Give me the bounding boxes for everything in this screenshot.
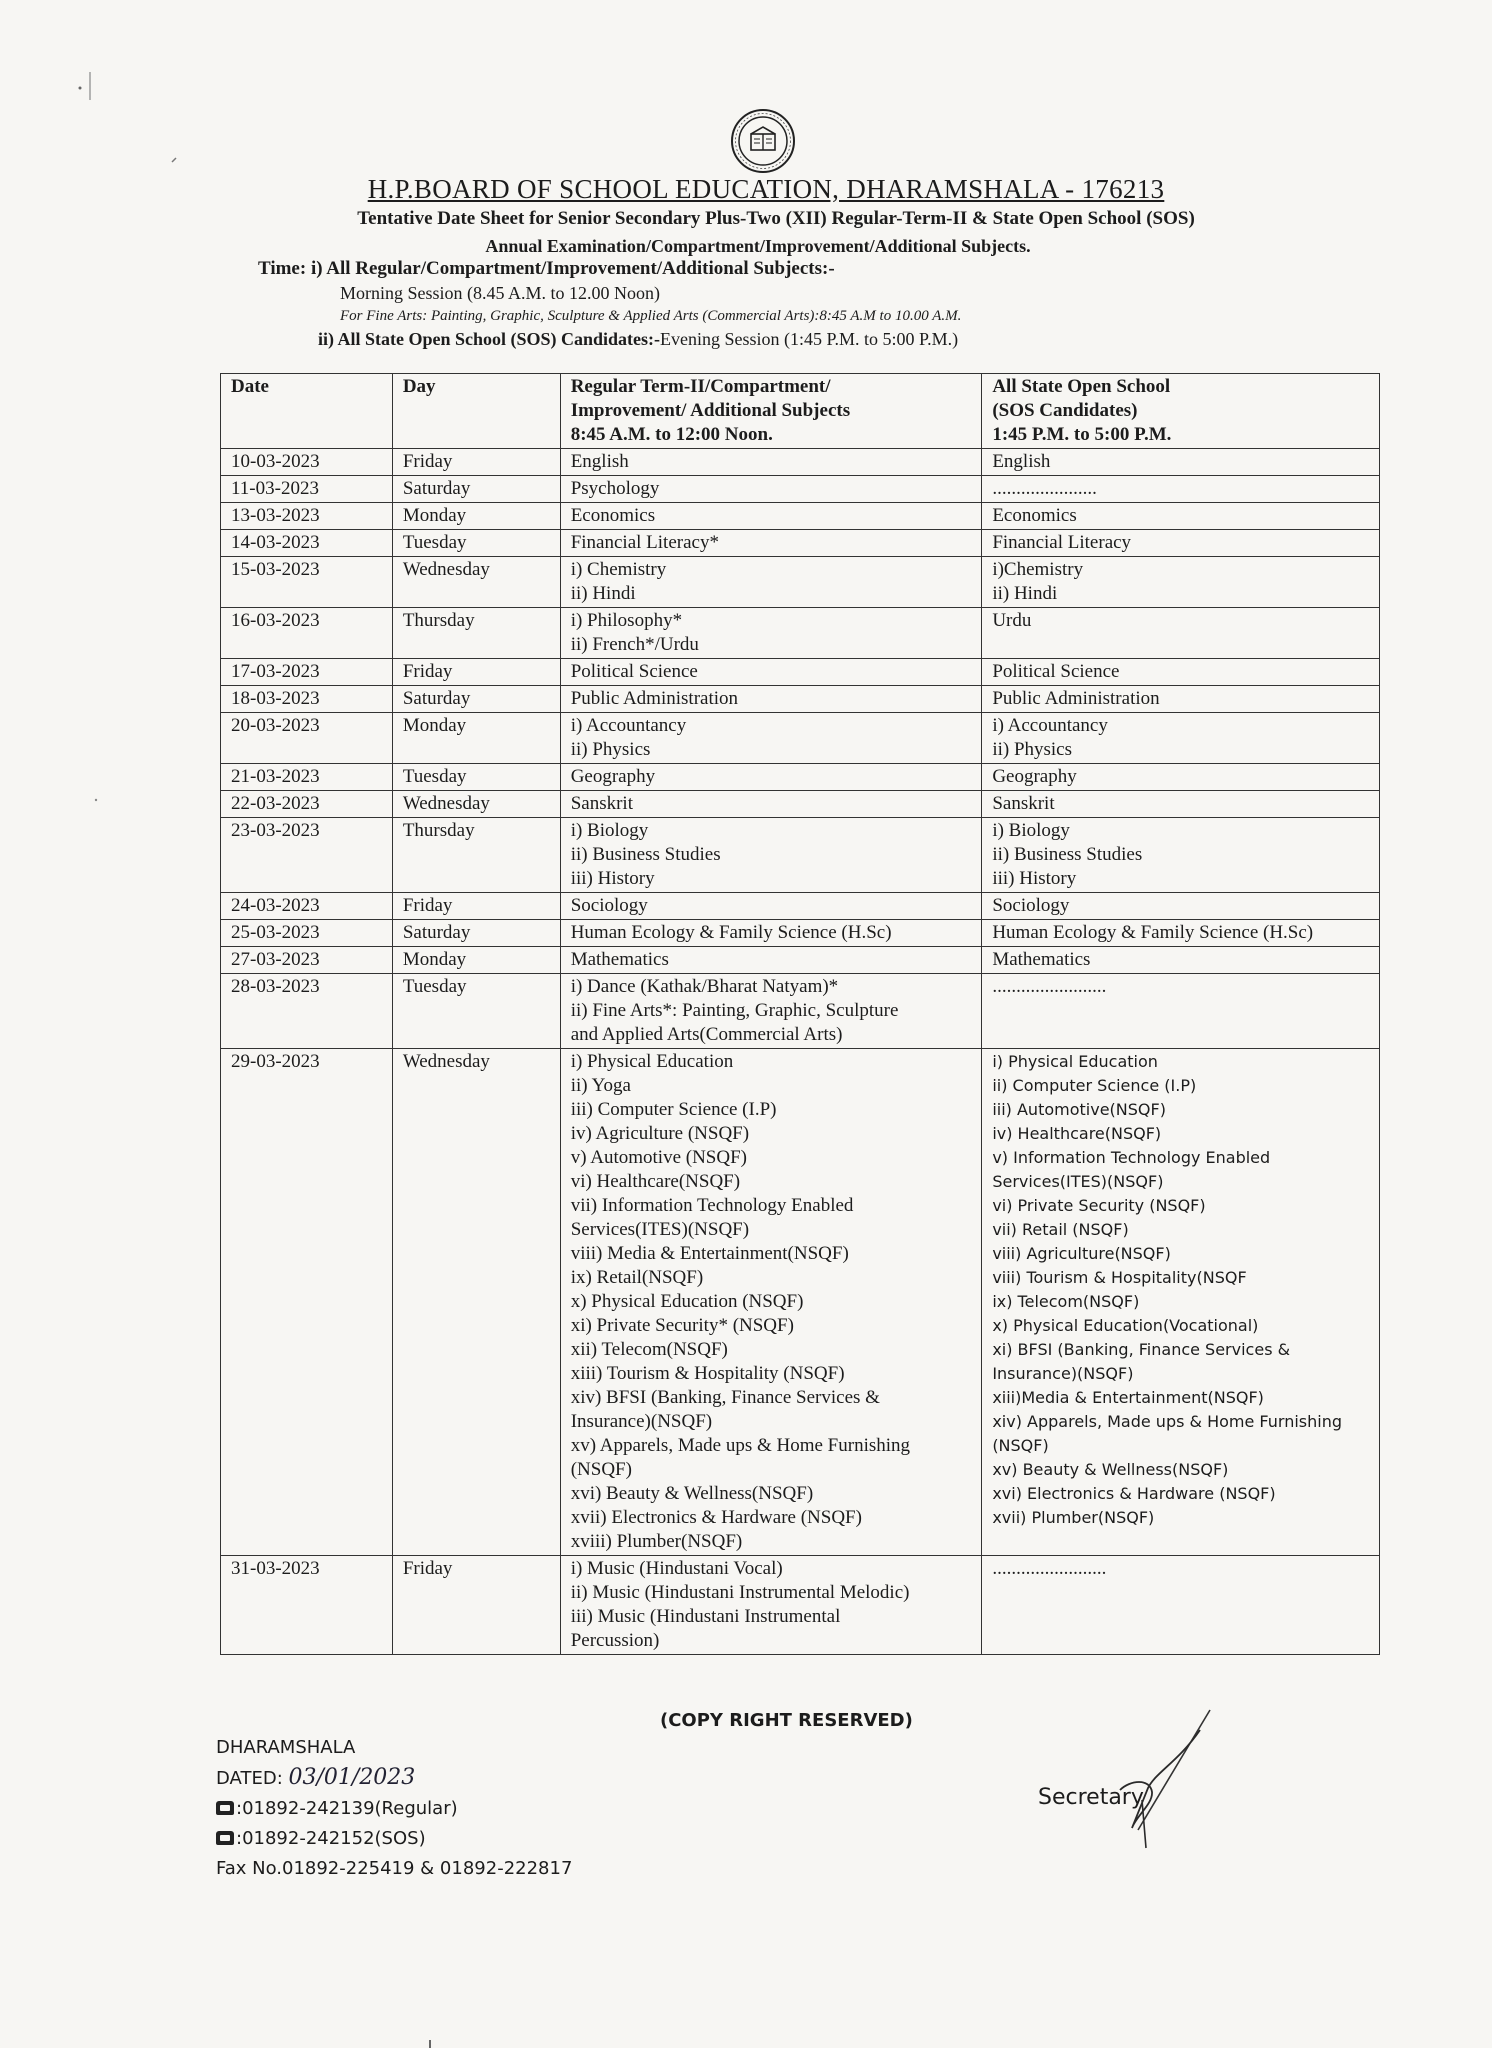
subject-item: Financial Literacy	[992, 532, 1132, 553]
subject-item: ii) French*/Urdu	[570, 634, 699, 655]
date-sheet-table	[220, 373, 1380, 1655]
subject-item: English	[570, 451, 629, 472]
cell-regular-subjects	[560, 659, 982, 686]
cell-sos-subjects	[982, 1049, 1380, 1556]
cell-day: Tuesday	[392, 974, 560, 1049]
timing-sos-line	[318, 329, 1258, 350]
cell-date: 16-03-2023	[221, 608, 393, 659]
table-row	[221, 893, 1380, 920]
subject-item: i) Accountancy	[570, 715, 687, 736]
subject-item: Psychology	[570, 478, 660, 499]
subject-item: x) Physical Education(Vocational)	[992, 1316, 1259, 1335]
subject-item: iv) Agriculture (NSQF)	[570, 1123, 750, 1144]
header-day: Day	[392, 374, 560, 449]
cell-sos-subjects	[982, 920, 1380, 947]
table-row	[221, 791, 1380, 818]
subject-item: iii) History	[992, 868, 1077, 889]
subject-item: i) Physical Education	[570, 1051, 734, 1072]
subject-item: Sociology	[570, 895, 648, 916]
subject-item: ........................	[992, 1558, 1107, 1579]
subject-item: ii) Hindi	[570, 583, 636, 604]
cell-day: Tuesday	[392, 530, 560, 557]
subject-item: Insurance)(NSQF)	[992, 1364, 1134, 1383]
cell-date: 22-03-2023	[221, 791, 393, 818]
subject-item: i) Physical Education	[992, 1052, 1158, 1071]
cell-regular-subjects	[560, 791, 982, 818]
subject-item: xi) BFSI (Banking, Finance Services &	[992, 1340, 1291, 1359]
subject-item: Services(ITES)(NSQF)	[992, 1172, 1164, 1191]
table-row	[221, 608, 1380, 659]
cell-date: 21-03-2023	[221, 764, 393, 791]
timing-block	[258, 258, 1258, 350]
cell-sos-subjects	[982, 530, 1380, 557]
table-row	[221, 659, 1380, 686]
subject-item: i) Philosophy*	[570, 610, 683, 631]
table-row	[221, 920, 1380, 947]
subject-item: i)Chemistry	[992, 559, 1084, 580]
footer-block	[216, 1733, 572, 1884]
cell-date: 25-03-2023	[221, 920, 393, 947]
header-date: Date	[221, 374, 393, 449]
cell-sos-subjects	[982, 686, 1380, 713]
cell-sos-subjects	[982, 791, 1380, 818]
cell-date: 23-03-2023	[221, 818, 393, 893]
cell-regular-subjects	[560, 476, 982, 503]
cell-date: 28-03-2023	[221, 974, 393, 1049]
subject-item: Public Administration	[992, 688, 1160, 709]
subject-item: v) Automotive (NSQF)	[570, 1147, 747, 1168]
cell-date: 13-03-2023	[221, 503, 393, 530]
subject-item: (NSQF)	[992, 1436, 1049, 1455]
subject-item: i) Accountancy	[992, 715, 1108, 736]
header-regular: Regular Term-II/Compartment/ Improvement/ Additional Subjects 8:45 A.M. to 12:00 Noon.	[560, 374, 982, 449]
subject-item: Services(ITES)(NSQF)	[570, 1219, 750, 1240]
phone-icon	[216, 1801, 234, 1815]
subject-item: i) Biology	[992, 820, 1070, 841]
cell-sos-subjects	[982, 947, 1380, 974]
cell-sos-subjects	[982, 818, 1380, 893]
subject-item: ii) Fine Arts*: Painting, Graphic, Sculpture	[570, 1000, 899, 1021]
subject-item: i) Chemistry	[570, 559, 667, 580]
subject-item: Public Administration	[570, 688, 739, 709]
cell-regular-subjects	[560, 557, 982, 608]
cell-regular-subjects	[560, 764, 982, 791]
cell-day: Thursday	[392, 818, 560, 893]
subject-item: xvii) Plumber(NSQF)	[992, 1508, 1155, 1527]
subject-item: i) Biology	[570, 820, 649, 841]
cell-date: 29-03-2023	[221, 1049, 393, 1556]
table-row	[221, 818, 1380, 893]
cell-date: 31-03-2023	[221, 1556, 393, 1655]
subject-item: xv) Beauty & Wellness(NSQF)	[992, 1460, 1229, 1479]
timing-sos-label: ii) All State Open School (SOS) Candidates:-	[318, 329, 661, 349]
cell-regular-subjects	[560, 503, 982, 530]
table-row	[221, 764, 1380, 791]
table-row	[221, 686, 1380, 713]
subject-item: iii) Music (Hindustani Instrumental	[570, 1606, 841, 1627]
table-row	[221, 449, 1380, 476]
subject-item: xviii) Plumber(NSQF)	[570, 1531, 743, 1552]
cell-sos-subjects	[982, 713, 1380, 764]
subject-item: xiv) Apparels, Made ups & Home Furnishing	[992, 1412, 1342, 1431]
cell-day: Wednesday	[392, 1049, 560, 1556]
cell-date: 27-03-2023	[221, 947, 393, 974]
dated-label: DATED:	[216, 1768, 283, 1789]
table-row	[221, 947, 1380, 974]
subject-item: viii) Media & Entertainment(NSQF)	[570, 1243, 849, 1264]
table-row	[221, 1556, 1380, 1655]
cell-day: Friday	[392, 893, 560, 920]
subject-item: Human Ecology & Family Science (H.Sc)	[570, 922, 892, 943]
table-body	[221, 449, 1380, 1655]
cell-day: Thursday	[392, 608, 560, 659]
subject-item: Urdu	[992, 610, 1032, 631]
subject-item: ii) Music (Hindustani Instrumental Melodic)	[570, 1582, 910, 1603]
subject-item: xii) Telecom(NSQF)	[570, 1339, 728, 1360]
dated-value: 03/01/2023	[288, 1765, 416, 1790]
subject-item: i) Music (Hindustani Vocal)	[570, 1558, 783, 1579]
subject-item: iii) Computer Science (I.P)	[570, 1099, 777, 1120]
subject-item: Percussion)	[570, 1630, 660, 1651]
footer-phone-regular: :01892-242139(Regular)	[216, 1794, 572, 1824]
cell-sos-subjects	[982, 1556, 1380, 1655]
subject-item: Sanskrit	[992, 793, 1055, 814]
cell-date: 15-03-2023	[221, 557, 393, 608]
exam-type-subtitle: Annual Examination/Compartment/Improvement/Additional Subjects.	[485, 236, 1031, 256]
table-row	[221, 557, 1380, 608]
cell-regular-subjects	[560, 920, 982, 947]
cell-sos-subjects	[982, 893, 1380, 920]
subject-item: Geography	[570, 766, 656, 787]
subject-item: iv) Healthcare(NSQF)	[992, 1124, 1162, 1143]
subject-item: (NSQF)	[570, 1459, 632, 1480]
subject-item: ii) Hindi	[992, 583, 1058, 604]
cell-day: Saturday	[392, 686, 560, 713]
subject-item: ii) Physics	[570, 739, 651, 760]
cell-regular-subjects	[560, 608, 982, 659]
subject-item: ix) Telecom(NSQF)	[992, 1292, 1140, 1311]
cell-regular-subjects	[560, 893, 982, 920]
subject-item: ......................	[992, 478, 1097, 499]
subject-item: Political Science	[570, 661, 698, 682]
footer-fax: Fax No.01892-225419 & 01892-222817	[216, 1858, 573, 1879]
table-row	[221, 713, 1380, 764]
subject-item: Mathematics	[992, 949, 1091, 970]
subject-item: vii) Information Technology Enabled	[570, 1195, 854, 1216]
subject-item: ii) Business Studies	[570, 844, 721, 865]
cell-regular-subjects	[560, 449, 982, 476]
table-header-row	[221, 374, 1380, 449]
subject-item: viii) Agriculture(NSQF)	[992, 1244, 1171, 1263]
table-row	[221, 1049, 1380, 1556]
datesheet-subtitle: Tentative Date Sheet for Senior Secondary Plus-Two (XII) Regular-Term-II & State Open School (SOS)	[357, 208, 1195, 229]
subject-item: Sanskrit	[570, 793, 633, 814]
subject-item: Geography	[992, 766, 1077, 787]
cell-sos-subjects	[982, 476, 1380, 503]
subject-item: ........................	[992, 976, 1107, 997]
subject-item: xi) Private Security* (NSQF)	[570, 1315, 794, 1336]
subject-item: iii) Automotive(NSQF)	[992, 1100, 1166, 1119]
subject-item: Mathematics	[570, 949, 669, 970]
subject-item: and Applied Arts(Commercial Arts)	[570, 1024, 843, 1045]
copyright-notice: (COPY RIGHT RESERVED)	[660, 1710, 913, 1731]
cell-date: 10-03-2023	[221, 449, 393, 476]
cell-date: 20-03-2023	[221, 713, 393, 764]
footer-dated	[216, 1763, 572, 1794]
timing-morning-session: Morning Session (8.45 A.M. to 12.00 Noon)	[340, 283, 661, 303]
cell-sos-subjects	[982, 608, 1380, 659]
subject-item: ii) Physics	[992, 739, 1073, 760]
board-title: H.P.BOARD OF SCHOOL EDUCATION, DHARAMSHALA - 176213	[367, 174, 1165, 204]
cell-regular-subjects	[560, 818, 982, 893]
cell-day: Saturday	[392, 476, 560, 503]
header-sos: All State Open School (SOS Candidates) 1:45 P.M. to 5:00 P.M.	[982, 374, 1380, 449]
subject-item: v) Information Technology Enabled	[992, 1148, 1271, 1167]
cell-day: Wednesday	[392, 791, 560, 818]
subject-item: Human Ecology & Family Science (H.Sc)	[992, 922, 1314, 943]
cell-date: 14-03-2023	[221, 530, 393, 557]
board-emblem-icon	[730, 108, 796, 174]
subject-item: xiii) Tourism & Hospitality (NSQF)	[570, 1363, 845, 1384]
cell-day: Friday	[392, 449, 560, 476]
subject-item: xvi) Electronics & Hardware (NSQF)	[992, 1484, 1276, 1503]
subject-item: vii) Retail (NSQF)	[992, 1220, 1129, 1239]
subject-item: xiii)Media & Entertainment(NSQF)	[992, 1388, 1264, 1407]
cell-regular-subjects	[560, 686, 982, 713]
cell-date: 11-03-2023	[221, 476, 393, 503]
timing-fine-arts-note: For Fine Arts: Painting, Graphic, Sculpture & Applied Arts (Commercial Arts):8:45 A.M to 10.00 A.M.	[340, 308, 962, 324]
subject-item: vi) Private Security (NSQF)	[992, 1196, 1206, 1215]
cell-sos-subjects	[982, 557, 1380, 608]
subject-item: Sociology	[992, 895, 1070, 916]
cell-day: Tuesday	[392, 764, 560, 791]
subject-item: English	[992, 451, 1051, 472]
phone-icon	[216, 1831, 234, 1845]
subject-item: xvii) Electronics & Hardware (NSQF)	[570, 1507, 862, 1528]
cell-day: Monday	[392, 503, 560, 530]
subject-item: Economics	[992, 505, 1077, 526]
subject-item: vi) Healthcare(NSQF)	[570, 1171, 741, 1192]
cell-day: Monday	[392, 713, 560, 764]
subject-item: xv) Apparels, Made ups & Home Furnishing	[570, 1435, 911, 1456]
table-row	[221, 476, 1380, 503]
subject-item: Political Science	[992, 661, 1120, 682]
cell-date: 17-03-2023	[221, 659, 393, 686]
table-row	[221, 503, 1380, 530]
subject-item: Economics	[570, 505, 656, 526]
cell-sos-subjects	[982, 449, 1380, 476]
subject-item: x) Physical Education (NSQF)	[570, 1291, 804, 1312]
cell-day: Wednesday	[392, 557, 560, 608]
subject-item: i) Dance (Kathak/Bharat Natyam)*	[570, 976, 839, 997]
cell-day: Friday	[392, 659, 560, 686]
table-row	[221, 530, 1380, 557]
subject-item: ix) Retail(NSQF)	[570, 1267, 704, 1288]
cell-sos-subjects	[982, 659, 1380, 686]
cell-day: Friday	[392, 1556, 560, 1655]
cell-regular-subjects	[560, 1049, 982, 1556]
footer-phone-sos: :01892-242152(SOS)	[216, 1824, 572, 1854]
subject-item: ii) Yoga	[570, 1075, 631, 1096]
cell-sos-subjects	[982, 503, 1380, 530]
cell-sos-subjects	[982, 974, 1380, 1049]
subject-item: xiv) BFSI (Banking, Finance Services &	[570, 1387, 880, 1408]
subject-item: Financial Literacy*	[570, 532, 719, 553]
cell-sos-subjects	[982, 764, 1380, 791]
timing-regular-label: Time: i) All Regular/Compartment/Improvement/Additional Subjects:-	[258, 258, 835, 279]
subject-item: viii) Tourism & Hospitality(NSQF	[992, 1268, 1247, 1287]
subject-item: Insurance)(NSQF)	[570, 1411, 713, 1432]
signatory-title: Secretary	[1038, 1785, 1144, 1810]
cell-regular-subjects	[560, 974, 982, 1049]
cell-regular-subjects	[560, 947, 982, 974]
cell-regular-subjects	[560, 530, 982, 557]
subject-item: iii) History	[570, 868, 655, 889]
cell-day: Saturday	[392, 920, 560, 947]
cell-date: 18-03-2023	[221, 686, 393, 713]
cell-regular-subjects	[560, 713, 982, 764]
table-row	[221, 974, 1380, 1049]
subject-item: xvi) Beauty & Wellness(NSQF)	[570, 1483, 814, 1504]
subject-item: ii) Business Studies	[992, 844, 1143, 865]
footer-place: DHARAMSHALA	[216, 1737, 356, 1758]
timing-evening-session: Evening Session (1:45 P.M. to 5:00 P.M.)	[660, 329, 959, 349]
signature-mark	[1060, 1700, 1260, 1850]
cell-day: Monday	[392, 947, 560, 974]
cell-regular-subjects	[560, 1556, 982, 1655]
subject-item: ii) Computer Science (I.P)	[992, 1076, 1197, 1095]
cell-date: 24-03-2023	[221, 893, 393, 920]
